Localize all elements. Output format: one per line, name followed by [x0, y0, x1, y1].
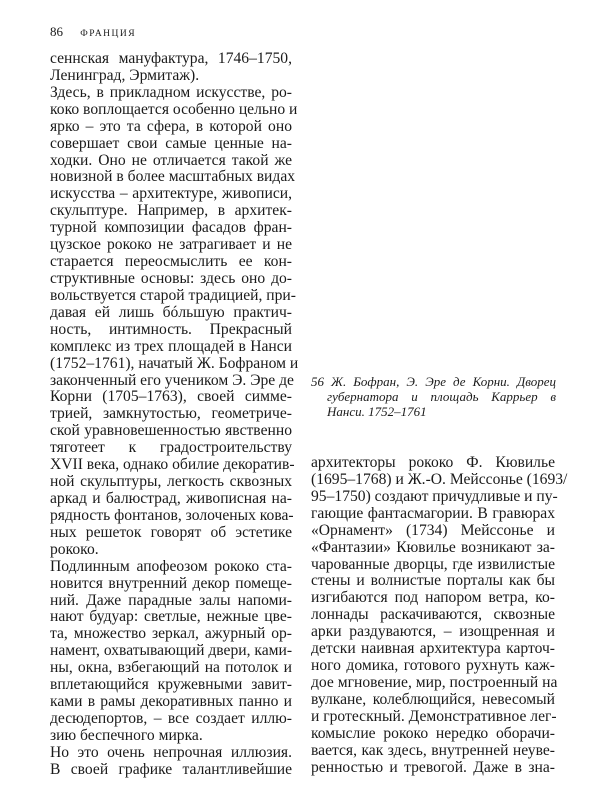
text-line: ярко – это та сфера, в которой оно — [50, 117, 292, 135]
text-line: детски наивная архитектура карточ- — [311, 640, 555, 658]
text-line: гающие фантасмагории. В гравюрах — [311, 504, 555, 522]
text-line: Ленинград, Эрмитаж). — [50, 66, 200, 84]
text-line: Подлинным апофеозом рококо ста- — [50, 557, 292, 575]
text-line: (1695–1768) и Ж.-О. Мейссонье (1693/ — [311, 470, 568, 488]
section-title: ФРАНЦИЯ — [80, 29, 137, 39]
text-line: скульптуре. Например, в архитек- — [50, 202, 292, 220]
text-line: искусства – архитектуре, живописи, — [50, 185, 292, 203]
text-line: вулкане, колеблющийся, невесомый — [311, 690, 555, 708]
text-line: 95–1750) создают причудливые и пу- — [311, 487, 558, 505]
text-line: новизной в более масштабных видах — [50, 168, 296, 186]
caption-line: губернатора и площадь Каррьер в — [327, 389, 556, 404]
text-line: зию беспечного мирка. — [50, 726, 203, 744]
text-line: та, множество зеркал, ажурный ор- — [50, 625, 292, 643]
text-line: аркад и балюстрад, живописная на- — [50, 489, 292, 507]
text-line: ного домика, готового рухнуть каж- — [311, 657, 555, 675]
text-line: турной композиции фасадов фран- — [50, 219, 292, 237]
text-line: рококо. — [50, 540, 99, 558]
text-line: чарованные дворцы, где извилистые — [311, 555, 555, 573]
text-line: дое мгновение, мир, построенный на — [311, 673, 558, 691]
text-line: лоннады раскачиваются, сквозные — [311, 606, 555, 624]
text-line: вается, как здесь, внутренней неуве- — [311, 741, 555, 759]
text-line: ной скульптуры, легкость сквозных — [50, 473, 292, 491]
text-line: трией, замкнутостью, геометриче- — [50, 405, 292, 423]
text-line: Корни (1705–1763), своей симме- — [50, 388, 292, 406]
text-line: ренностью и тревогой. Даже в зна- — [311, 758, 555, 776]
text-line: ны, окна, взбегающий на потолок и — [50, 659, 292, 677]
text-line: арки раздуваются, – изощренная и — [311, 623, 555, 641]
text-line: тяготеет к градостроительству — [50, 439, 292, 457]
text-line: изгибаются под напором ветра, ко- — [311, 589, 555, 607]
text-line: ность, интимность. Прекрасный — [50, 320, 292, 338]
page-number: 86 — [50, 24, 63, 39]
text-line: стены и волнистые порталы как бы — [311, 572, 555, 590]
text-line: цузское рококо не затрагивает и не — [50, 236, 292, 254]
text-line: XVII века, однако обилие декоратив- — [50, 456, 295, 474]
text-line: давая ей лишь бóльшую практич- — [50, 303, 292, 321]
text-line: законченный его учеником Э. Эре де — [50, 371, 294, 389]
text-line: архитекторы рококо Ф. Кювилье — [311, 454, 555, 471]
text-line: вольствуется старой традицией, при- — [50, 286, 296, 304]
text-line: комыслие рококо нередко оборачи- — [311, 724, 555, 742]
text-line: ных решеток говорят об эстетике — [50, 523, 292, 541]
text-line: комплекс из трех площадей в Нанси — [50, 337, 292, 355]
text-line: ходки. Оно не отличается такой же — [50, 151, 292, 169]
text-line: «Орнамент» (1734) Мейссонье и — [311, 521, 555, 539]
caption-line: Нанси. 1752–1761 — [327, 404, 427, 419]
text-line: намент, охватывающий двери, ками- — [50, 642, 293, 660]
text-line: ками в рамы декоративных панно и — [50, 693, 292, 711]
text-line: (1752–1761), начатый Ж. Бофраном и — [50, 354, 299, 372]
text-line: сеннская мануфактура, 1746–1750, — [50, 50, 292, 67]
text-line: Здесь, в прикладном искусстве, ро- — [50, 83, 292, 101]
text-line: ний. Даже парадные залы напоми- — [50, 591, 292, 609]
text-line: десюдепортов, – все создает иллю- — [50, 709, 292, 727]
text-line: «Фантазии» Кювилье возникают за- — [311, 538, 555, 556]
text-line: вплетающийся кружевными завит- — [50, 676, 292, 694]
text-line: коко воплощается особенно цельно и — [50, 100, 298, 118]
text-line: старается переосмыслить ее кон- — [50, 253, 292, 271]
caption-line: 56 Ж. Бофран, Э. Эре де Корни. Дворец — [311, 374, 556, 389]
text-line: ской уравновешенностью явственно — [50, 422, 292, 440]
left-text-column — [50, 50, 299, 779]
running-header — [50, 24, 136, 40]
text-line: и гротескный. Демонстративное лег- — [311, 707, 557, 725]
text-line: В своей графике талантливейшие — [50, 760, 292, 778]
text-line: рядность фонтанов, золоченых кова- — [50, 506, 294, 524]
figure-caption — [311, 374, 556, 419]
text-line: нают будуар: светлые, нежные цве- — [50, 608, 292, 626]
text-line: Но это очень непрочная иллюзия. — [50, 743, 292, 761]
right-text-column — [311, 454, 568, 777]
text-line: новится внутренний декор помеще- — [50, 574, 292, 592]
text-line: структивные основы: здесь оно до- — [50, 269, 292, 287]
text-line: совершает свои самые ценные на- — [50, 134, 292, 152]
